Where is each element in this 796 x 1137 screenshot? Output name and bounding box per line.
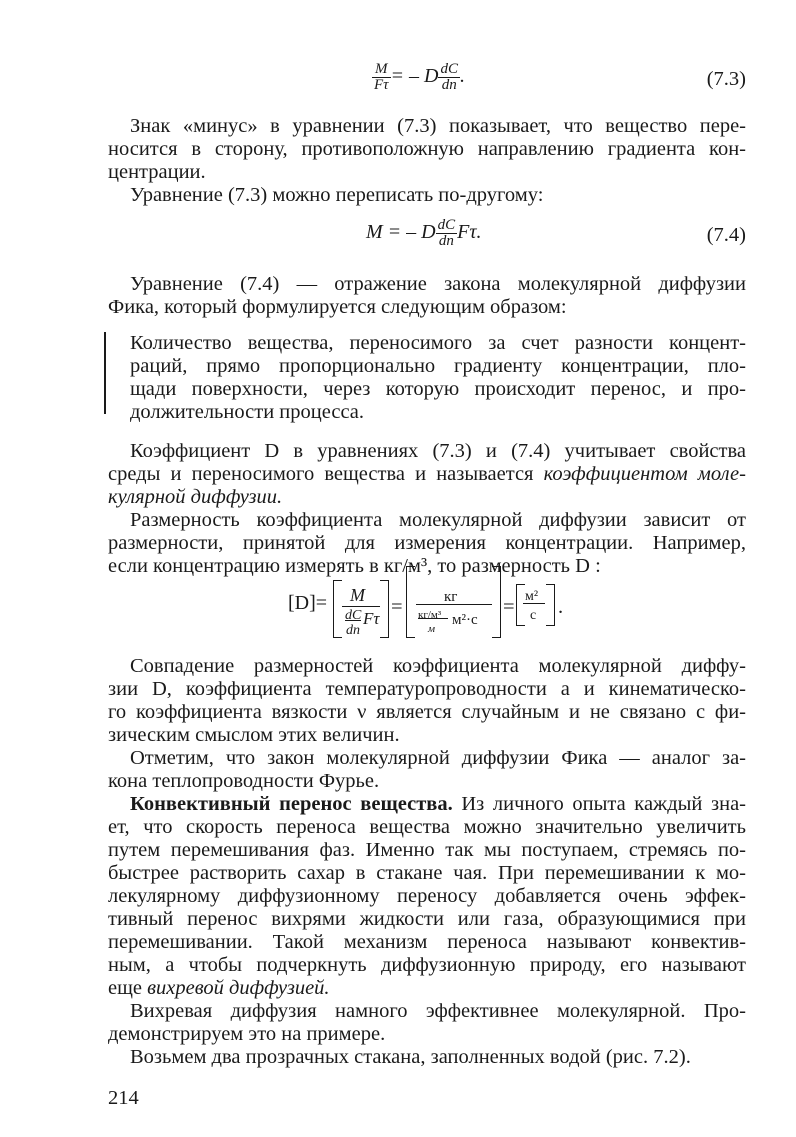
paragraph-line: кона теплопроводности Фурье. <box>108 770 380 792</box>
paragraph-line: Фика, который формулируется следующим образом: <box>108 296 567 318</box>
paragraph-line: Уравнение (7.3) можно переписать по-другому: <box>130 184 544 206</box>
dim-b-numerator: кг <box>444 589 458 605</box>
dim-c-numerator: м² <box>525 589 539 604</box>
law-line: щади поверхности, через которую происходит перенос, и про- <box>130 378 746 400</box>
dim-b-den-den: м <box>428 623 436 635</box>
paragraph-line: быстрее растворить сахар в стакане чая. При перемешивании к мо- <box>108 862 746 884</box>
equals-sign: = <box>391 596 403 618</box>
paragraph-line: ным, а чтобы подчеркнуть диффузионную природу, его называют <box>108 954 746 976</box>
law-line: должительности процесса. <box>130 401 365 423</box>
dim-a-den-num: dC <box>345 608 362 623</box>
fraction-dc-dn: $\frac{dC}{dn}$ <box>437 217 456 249</box>
dim-a-den-tail: Fτ <box>363 609 380 628</box>
bracket-left <box>516 584 525 626</box>
paragraph-line: Отметим, что закон молекулярной диффузии Фика — аналог за- <box>130 747 746 769</box>
paragraph-line: кулярной диффузии. <box>108 486 283 508</box>
paragraph-line: путем перемешивания фаз. Именно так мы поступаем, стремясь по- <box>108 839 746 861</box>
section-heading: Конвективный перенос вещества. <box>130 793 453 815</box>
paragraph-line: центрации. <box>108 161 206 183</box>
paragraph-line: Уравнение (7.4) — отражение закона молекулярной диффузии <box>130 273 746 295</box>
bracket-right <box>380 580 389 638</box>
bracket-right <box>492 566 501 638</box>
dim-a-numerator: M <box>350 585 365 605</box>
paragraph-line: еще вихревой диффузией. <box>108 977 330 999</box>
paragraph-line: перемешивании. Такой механизм переноса называют конвектив- <box>108 931 746 953</box>
paragraph-line: Возьмем два прозрачных стакана, заполненных водой (рис. 7.2). <box>130 1046 691 1068</box>
paragraph-line: Конвективный перенос вещества. Из личного опыта каждый зна- <box>130 793 746 815</box>
equation-7-4: M = – D $\frac{dC}{dn}$ Fτ. <box>366 217 482 249</box>
page-number: 214 <box>108 1087 139 1109</box>
equation-number-7-4: (7.4) <box>706 224 746 246</box>
paragraph-line: ет, что скорость переноса вещества можно значительно увеличить <box>108 816 746 838</box>
paragraph-line: зическим смыслом этих величин. <box>108 724 400 746</box>
fraction-m-over-ftau: $\frac{M}{F\tau}$ <box>374 61 389 93</box>
dim-c-denominator: с <box>530 608 537 623</box>
bracket-right <box>546 584 555 626</box>
dim-b-den-num: кг/м³ <box>418 609 442 621</box>
paragraph-line: если концентрацию измерять в кг/м³, то размерность D : <box>108 555 601 577</box>
equation-sign: = – D <box>390 65 439 88</box>
paragraph-line: среды и переносимого вещества и называется коэффициентом моле- <box>108 463 746 485</box>
dim-a-den-den: dn <box>346 623 360 638</box>
paragraph-line: Размерность коэффициента молекулярной диффузии зависит от <box>130 509 746 531</box>
paragraph-line: Вихревая диффузия намного эффективнее молекулярной. Про- <box>130 1000 746 1022</box>
paragraph-line: размерности, принятой для измерения концентрации. Например, <box>108 532 746 554</box>
dim-lhs: [D]= <box>288 592 328 614</box>
paragraph-line: носится в сторону, противоположную направлению градиента кон- <box>108 138 746 160</box>
equation-7-3: $\frac{M}{F\tau}$ = – D $\frac{dC}{dn}$ . <box>374 61 465 93</box>
paragraph-line: Знак «минус» в уравнении (7.3) показывает, что вещество пере- <box>130 115 746 137</box>
period: . <box>558 596 564 618</box>
paragraph-line: зии D, коэффициента температуропроводности a и кинематическо- <box>108 678 746 700</box>
bracket-left <box>406 566 415 638</box>
paragraph-line: Совпадение размерностей коэффициента молекулярной диффу- <box>130 655 746 677</box>
dim-b-den-tail: м²·с <box>452 612 478 628</box>
paragraph-line: тивный перенос вихрями жидкости или газа, образующимися при <box>108 908 746 930</box>
law-line: Количество вещества, переносимого за счет разности концент- <box>130 332 746 354</box>
fraction-dc-dn: $\frac{dC}{dn}$ <box>440 61 458 93</box>
paragraph-line: лекулярному диффузионному переносу добавляется очень эффек- <box>108 885 746 907</box>
paragraph-line: Коэффициент D в уравнениях (7.3) и (7.4) учитывает свойства <box>130 440 746 462</box>
paragraph-line: демонстрируем это на примере. <box>108 1023 386 1045</box>
bracket-left <box>333 580 342 638</box>
equals-sign: = <box>503 596 515 618</box>
paragraph-line: го коэффициента вязкости ν является случайным и не связано с фи- <box>108 701 746 723</box>
equation-number-7-3: (7.3) <box>706 68 746 90</box>
law-margin-bar <box>104 332 106 414</box>
law-line: раций, прямо пропорционально градиенту концентрации, пло- <box>130 355 746 377</box>
